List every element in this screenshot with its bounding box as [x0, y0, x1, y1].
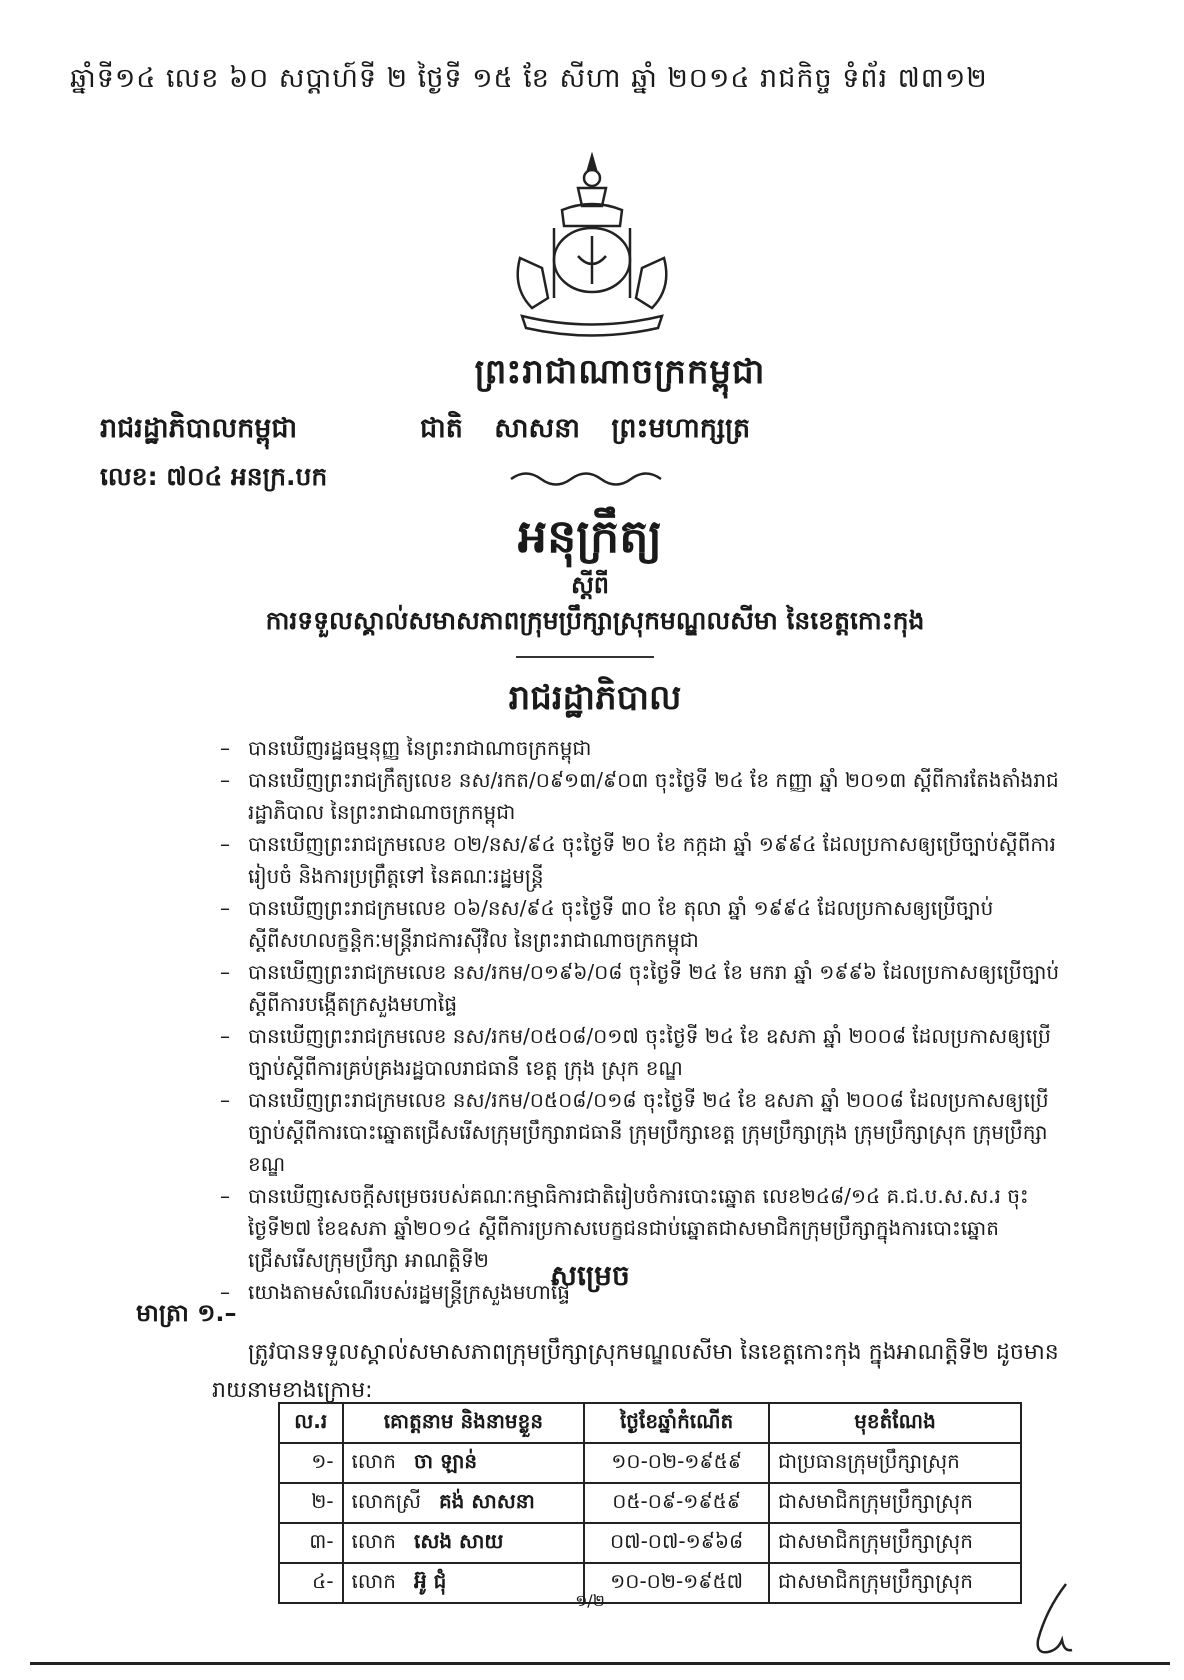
table-header-row	[279, 1403, 1021, 1443]
birth-date: ១០-០២-១៩៥៩	[584, 1443, 769, 1483]
document-type: អនុក្រឹត្យ	[517, 509, 663, 563]
handwritten-initial-icon	[1028, 1580, 1078, 1660]
issuer-heading: រាជរដ្ឋាភិបាល	[508, 678, 682, 718]
column-header: ថ្ងៃខែឆ្នាំកំណើត	[584, 1403, 769, 1443]
consideration-item: – បានឃើញព្រះរាជក្រមលេខ នស/រកម/០៥០៨/០១៨ ចុះថ្ងៃទី ២៤ ខែ ឧសភា ឆ្នាំ ២០០៨ ដែលប្រកាសឲ្យប្រើច្បាប់ស្តីពីការបោះឆ្នោតជ្រើសរើសក្រុមប្រឹក្សារាជធានី ក្រុមប្រឹក្សាខេត្ត ក្រុមប្រឹក្សាក្រុង ក្រុមប្រឹក្សាស្រុក ក្រុមប្រឹក្សាខណ្ឌ	[220, 1084, 1060, 1180]
position: ជាសមាជិកក្រុមប្រឹក្សាស្រុក	[769, 1563, 1021, 1603]
member-name: ចា ឡាន់	[413, 1449, 478, 1473]
honorific: លោកស្រី	[351, 1489, 421, 1513]
position: ជាសមាជិកក្រុមប្រឹក្សាស្រុក	[769, 1523, 1021, 1563]
decision-heading: សម្រេច	[550, 1259, 630, 1292]
consideration-item: – បានឃើញព្រះរាជក្រឹត្យលេខ នស/រកត/០៩១៣/៩០៣ ចុះថ្ងៃទី ២៤ ខែ កញ្ញា ឆ្នាំ ២០១៣ ស្តីពីការតែងតាំងរាជរដ្ឋាភិបាល នៃព្រះរាជាណាចក្រកម្ពុជា	[220, 764, 1060, 828]
table-row	[279, 1483, 1021, 1523]
member-name-cell	[343, 1443, 585, 1483]
consideration-item: – បានឃើញសេចក្តីសម្រេចរបស់គណៈកម្មាធិការជាតិរៀបចំការបោះឆ្នោត លេខ២៤៨/១៤ គ.ជ.ប.ស.ស.រ ចុះថ្ងៃទី២៧ ខែឧសភា ឆ្នាំ២០១៤ ស្តីពីការប្រកាសបេក្ខជនជាប់ឆ្នោតជាសមាជិកក្រុមប្រឹក្សាក្នុងការបោះឆ្នោតជ្រើសរើសក្រុមប្រឹក្សា អាណត្តិទី២	[220, 1180, 1060, 1276]
birth-date: ០៧-០៧-១៩៦៨	[584, 1523, 769, 1563]
table-row	[279, 1523, 1021, 1563]
national-motto: ជាតិ សាសនា ព្រះមហាក្សត្រ	[420, 413, 751, 444]
row-number: ៣-	[279, 1523, 343, 1563]
row-number: ២-	[279, 1483, 343, 1523]
about-label: ស្តីពី	[570, 571, 610, 599]
table-row	[279, 1443, 1021, 1483]
consideration-item: – យោងតាមសំណើរបស់រដ្ឋមន្ត្រីក្រសួងមហាផ្ទៃ	[220, 1276, 1060, 1308]
member-name-cell	[343, 1523, 585, 1563]
birth-date: ១០-០២-១៩៥៧	[584, 1563, 769, 1603]
position: ជាប្រធានក្រុមប្រឹក្សាស្រុក	[769, 1443, 1021, 1483]
row-number: ៤-	[279, 1563, 343, 1603]
consideration-item: – បានឃើញរដ្ឋធម្មនុញ្ញ នៃព្រះរាជាណាចក្រកម្ពុជា	[220, 732, 1060, 764]
column-header: មុខតំណែង	[769, 1403, 1021, 1443]
article-label: មាត្រា ១.–	[136, 1299, 237, 1327]
honorific: លោក	[351, 1449, 396, 1473]
position: ជាសមាជិកក្រុមប្រឹក្សាស្រុក	[769, 1483, 1021, 1523]
page-number: ១/២	[575, 1591, 605, 1610]
honorific: លោក	[351, 1529, 396, 1553]
subject-divider	[516, 656, 654, 658]
member-name: អ៊ូ ជុំ	[413, 1569, 447, 1593]
consideration-item: – បានឃើញព្រះរាជក្រមលេខ នស/រកម/០១៩៦/០៨ ចុះថ្ងៃទី ២៤ ខែ មករា ឆ្នាំ ១៩៩៦ ដែលប្រកាសឲ្យប្រើច្បាប់ស្តីពីការបង្កើតក្រសួងមហាផ្ទៃ	[220, 956, 1060, 1020]
footer-rule	[30, 1662, 1170, 1665]
birth-date: ០៥-០៩-១៩៥៩	[584, 1483, 769, 1523]
document-subject: ការទទួលស្គាល់សមាសភាពក្រុមប្រឹក្សាស្រុកមណ្ឌលសីមា នៃខេត្តកោះកុង	[265, 606, 925, 635]
members-table	[278, 1402, 1022, 1604]
row-number: ១-	[279, 1443, 343, 1483]
member-name-cell	[343, 1483, 585, 1523]
table-row	[279, 1563, 1021, 1603]
article-text: ត្រូវបានទទួលស្គាល់សមាសភាពក្រុមប្រឹក្សាស្រុកមណ្ឌលសីមា នៃខេត្តកោះកុង ក្នុងអាណត្តិទី២ ដូចមានរាយនាមខាងក្រោម:	[212, 1340, 1059, 1403]
gazette-header: ឆ្នាំទី១៤ លេខ ៦០ សប្តាហ៍ទី ២ ថ្ងៃទី ១៥ ខែ សីហា ឆ្នាំ ២០១៤ រាជកិច្ច ទំព័រ ៧៣១២	[70, 63, 988, 94]
honorific: លោក	[351, 1569, 396, 1593]
member-name: គង់ សាសនា	[438, 1489, 535, 1513]
reference-number: លេខ: ៧០៤ អនក្រ.បក	[100, 462, 328, 491]
member-name: សេង សាយ	[413, 1529, 504, 1553]
royal-emblem-icon	[492, 148, 692, 338]
column-header: គោត្តនាម និងនាមខ្លួន	[343, 1403, 585, 1443]
government-name: រាជរដ្ឋាភិបាលកម្ពុជា	[100, 413, 298, 444]
ornament-divider-icon	[506, 468, 666, 490]
column-header: ល.រ	[279, 1403, 343, 1443]
considerations-list	[220, 732, 1060, 1308]
consideration-item: – បានឃើញព្រះរាជក្រមលេខ នស/រកម/០៥០៨/០១៧ ចុះថ្ងៃទី ២៤ ខែ ឧសភា ឆ្នាំ ២០០៨ ដែលប្រកាសឲ្យប្រើច្បាប់ស្តីពីការគ្រប់គ្រងរដ្ឋបាលរាជធានី ខេត្ត ក្រុង ស្រុក ខណ្ឌ	[220, 1020, 1060, 1084]
kingdom-title: ព្រះរាជាណាចក្រកម្ពុជា	[474, 352, 766, 392]
consideration-item: – បានឃើញព្រះរាជក្រមលេខ ០២/នស/៩៤ ចុះថ្ងៃទី ២០ ខែ កក្កដា ឆ្នាំ ១៩៩៤ ដែលប្រកាសឲ្យប្រើច្បាប់ស្តីពីការរៀបចំ និងការប្រព្រឹត្តទៅ នៃគណៈរដ្ឋមន្ត្រី	[220, 828, 1060, 892]
consideration-item: – បានឃើញព្រះរាជក្រមលេខ ០៦/នស/៩៤ ចុះថ្ងៃទី ៣០ ខែ តុលា ឆ្នាំ ១៩៩៤ ដែលប្រកាសឲ្យប្រើច្បាប់ស្តីពីសហលក្ខន្តិកៈមន្ត្រីរាជការស៊ីវិល នៃព្រះរាជាណាចក្រកម្ពុជា	[220, 892, 1060, 956]
